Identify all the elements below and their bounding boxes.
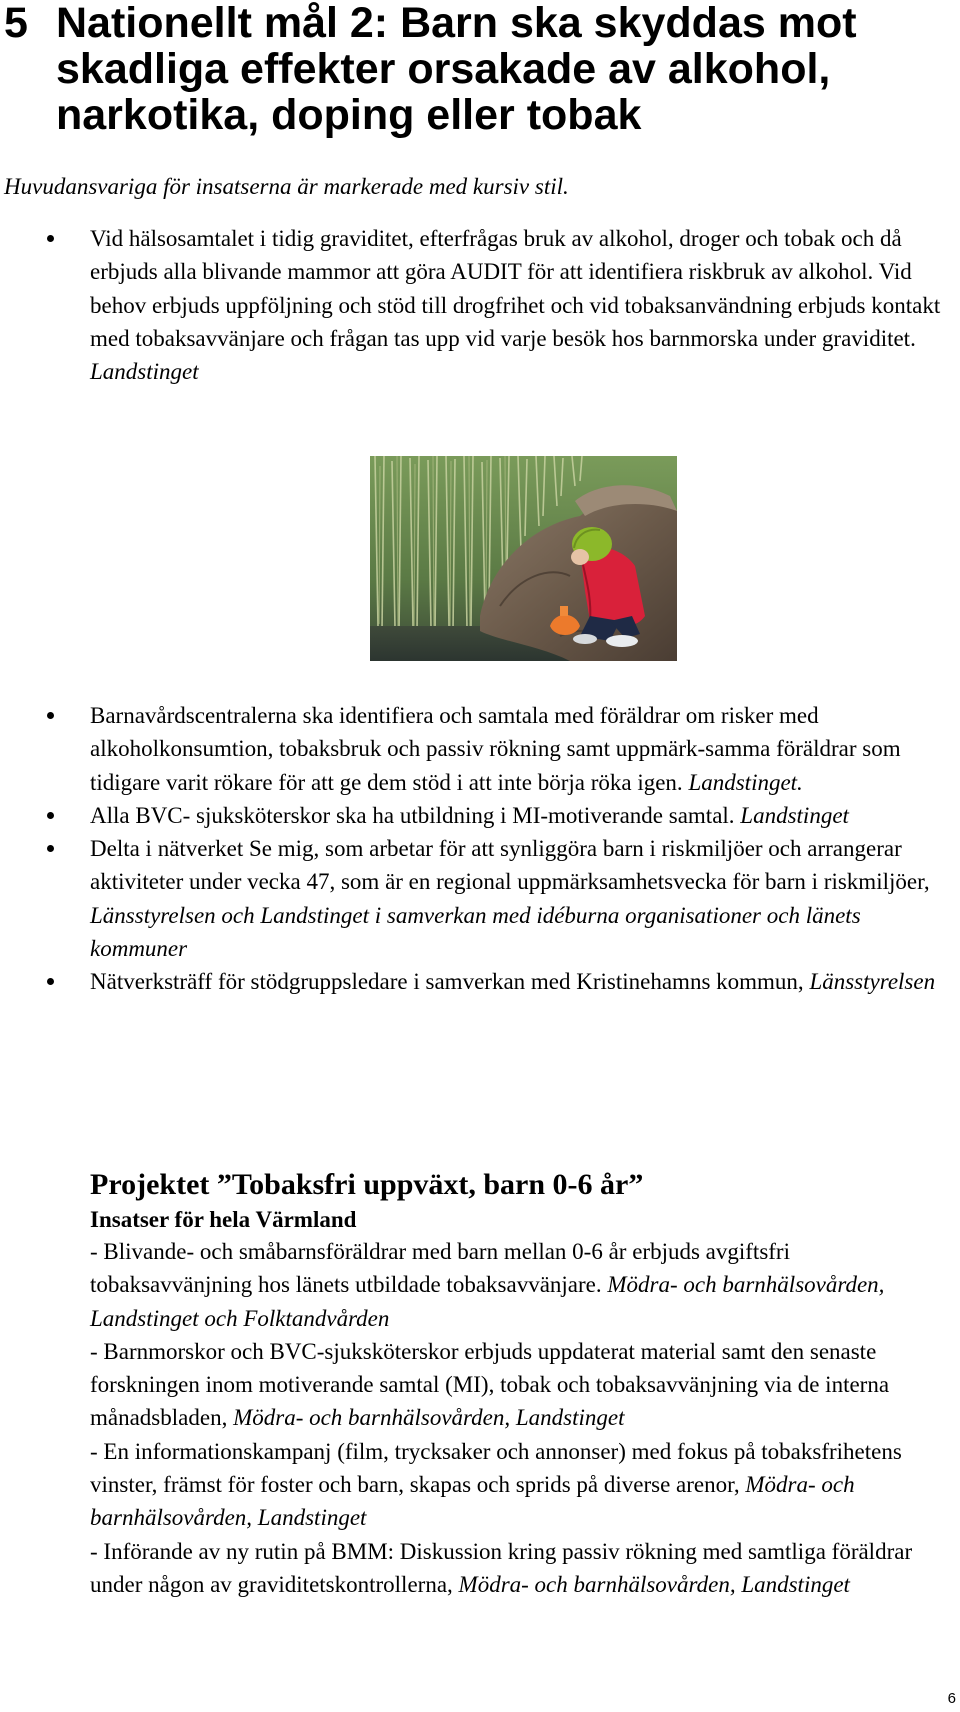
section-title: Nationellt mål 2: Barn ska skyddas mot skadliga effekter orsakade av alkohol, narkotika, doping eller tobak: [56, 0, 857, 139]
list-item: [0, 222, 950, 388]
section-heading: [4, 0, 954, 138]
project-item: [90, 1435, 950, 1535]
list-item-responsible: Länsstyrelsen och Landstinget i samverkan med idéburna organisationer och länets kommuner: [90, 902, 861, 962]
list-item-responsible: Landstinget.: [688, 769, 803, 795]
bullet-icon: [47, 845, 54, 852]
bullet-list-top: [0, 222, 950, 388]
bullet-icon: [47, 235, 54, 242]
project-section: [90, 1165, 950, 1601]
child-by-water-photo: [370, 456, 677, 661]
project-item-text: - En informationskampanj (film, trycksaker och annonser) med fokus på tobaksfrihetens vinster, främst för foster och barn, skapas och sprids på diverse arenor,: [90, 1438, 902, 1498]
list-item-text: Delta i nätverket Se mig, som arbetar för att synliggöra barn i riskmiljöer och arrangerar aktiviteter under vecka 47, som är en regional uppmärksamhetsvecka för barn i riskmiljöer,: [90, 836, 930, 895]
bullet-icon: [47, 712, 54, 719]
project-item: [90, 1235, 950, 1335]
project-title: Projektet ”Tobaksfri uppväxt, barn 0-6 år”: [90, 1168, 644, 1201]
project-item: [90, 1535, 950, 1602]
project-item-text: - Barnmorskor och BVC-sjuksköterskor erbjuds uppdaterat material samt den senaste forskningen inom motiverande samtal (MI), tobak och tobaksavvänjning via de interna månadsbladen,: [90, 1338, 890, 1431]
list-item: [0, 699, 950, 799]
project-item: [90, 1335, 950, 1435]
list-item-responsible: Landstinget: [90, 359, 199, 385]
list-item-text: Alla BVC- sjuksköterskor ska ha utbildning i MI-motiverande samtal.: [90, 802, 735, 828]
intro-note: Huvudansvariga för insatserna är markerade med kursiv stil.: [4, 174, 569, 199]
project-item-responsible: Mödra- och barnhälsovården, Landstinget: [458, 1571, 850, 1597]
page-number: 6: [947, 1690, 956, 1707]
bullet-icon: [47, 978, 54, 985]
project-subtitle: Insatser för hela Värmland: [90, 1207, 357, 1232]
list-item-text: Barnavårdscentralerna ska identifiera och samtala med föräldrar om risker med alkoholkonsumtion, tobaksbruk och passiv rökning samt uppmärk-samma föräldrar som tidigare varit rökare för att ge dem stöd i att inte börja röka igen.: [90, 703, 901, 795]
project-item-responsible: Mödra- och barnhälsovården, Landstinget: [90, 1472, 855, 1531]
bullet-icon: [47, 812, 54, 819]
project-item-responsible: Mödra- och barnhälsovården, Landstinget: [233, 1405, 625, 1431]
section-number: 5: [4, 0, 28, 47]
list-item: [0, 832, 950, 965]
list-item: [0, 965, 950, 998]
list-item-text: Vid hälsosamtalet i tidig graviditet, efterfrågas bruk av alkohol, droger och tobak och då erbjuds alla blivande mammor att göra AUDIT för att identifiera riskbruk av alkohol. Vid behov erbjuds uppföljning och stöd till drogfrihet och vid tobaksanvändning erbjuds kontakt med tobaksavvänjare och frågan tas upp vid varje besök hos barnmorska under graviditet.: [90, 226, 941, 351]
project-item-responsible: Mödra- och barnhälsovården, Landstinget och Folktandvården: [90, 1272, 885, 1331]
bullet-list-bottom: [0, 699, 950, 999]
list-item-text: Nätverksträff för stödgruppsledare i samverkan med Kristinehamns kommun,: [90, 969, 804, 995]
list-item-responsible: Landstinget: [740, 802, 849, 828]
project-item-text: - Blivande- och småbarnsföräldrar med barn mellan 0-6 år erbjuds avgiftsfri tobaksavvänjning hos länets utbildade tobaksavvänjare.: [90, 1239, 790, 1298]
project-item-text: - Införande av ny rutin på BMM: Diskussion kring passiv rökning med samtliga föräldrar under någon av graviditetskontrollerna,: [90, 1538, 913, 1597]
list-item: [0, 799, 950, 832]
list-item-responsible: Länsstyrelsen: [809, 969, 936, 995]
